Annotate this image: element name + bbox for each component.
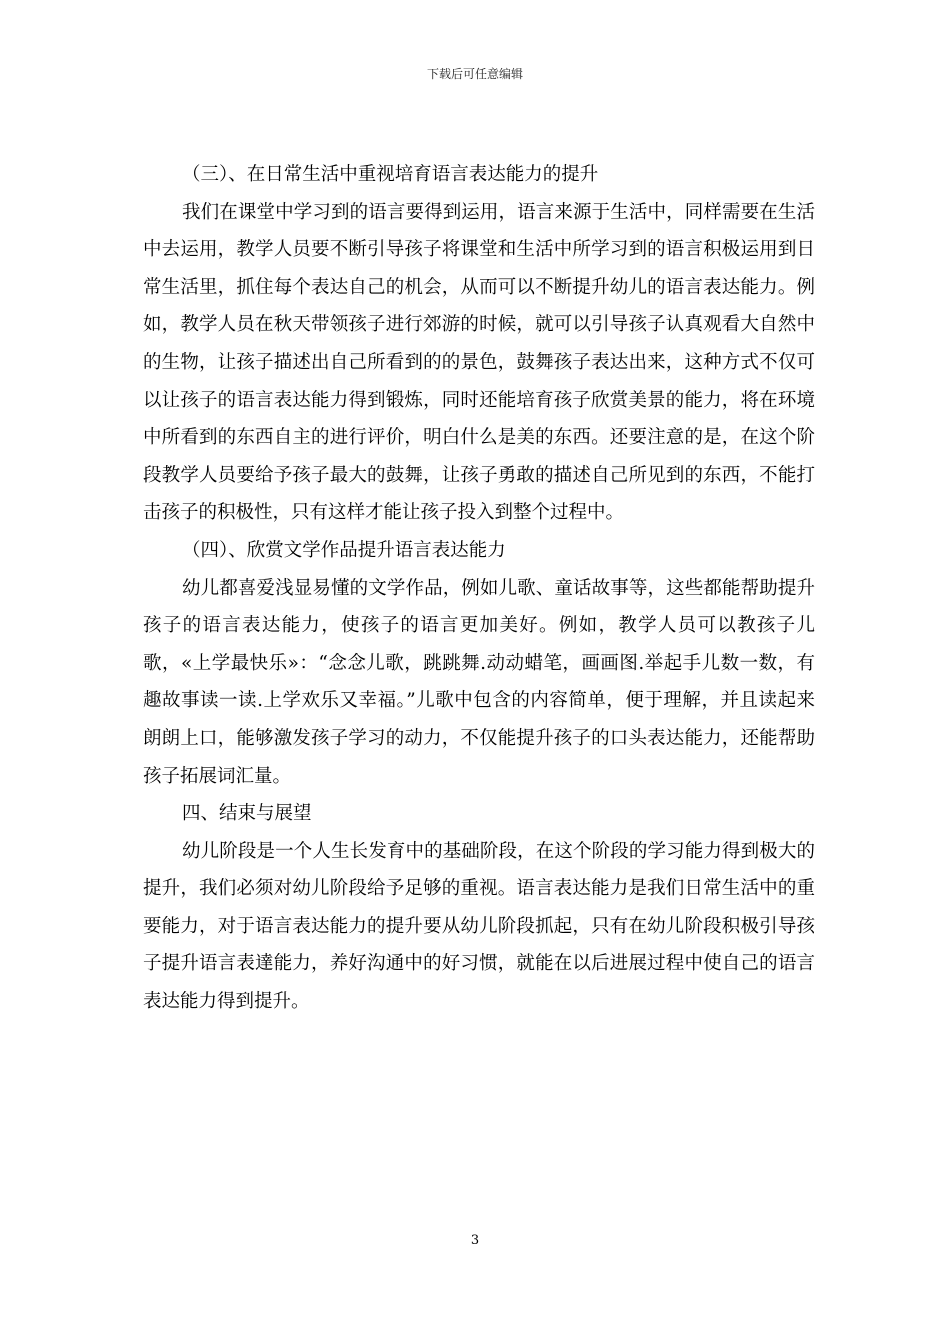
paragraph-daily-life: 我们在课堂中学习到的语言要得到运用，语言来源于生活中，同样需要在生活中去运用，教学人员要不断引导孩子将课堂和生活中所学习到的语言积极运用到日常生活里，抓住每个表达自己的机会，从而可以不断提升幼儿的语言表达能力。例如，教学人员在秋天带领孩子进行郊游的时候，就可以引导孩子认真观看大自然中的生物，让孩子描述出自己所看到的的景色，鼓舞孩子表达出来，这种方式不仅可以让孩子的语言表达能力得到锻炼，同时还能培育孩子欣赏美景的能力，将在环境中所看到的东西自主的进行评价，明白什么是美的东西。还要注意的是，在这个阶段教学人员要给予孩子最大的鼓舞，让孩子勇敢的描述自己所见到的东西，不能打击孩子的积极性，只有这样才能让孩子投入到整个过程中。 — [143, 201, 815, 524]
page-number: 3 — [470, 1233, 480, 1248]
paragraph-literature: 幼儿都喜爱浅显易懂的文学作品，例如儿歌、童话故事等，这些都能帮助提升孩子的语言表达能力，使孩子的语言更加美好。例如，教学人员可以教孩子儿歌，«上学最快乐»：“念念儿歌，跳跳舞.动动蜡笔，画画图.举起手儿数一数，有趣故事读一读.上学欢乐又幸福。”儿歌中包含的内容简单，便于理解，并且读起来朗朗上口，能够激发孩子学习的动力，不仅能提升孩子的口头表达能力，还能帮助孩子拓展词汇量。 — [143, 577, 815, 787]
section-heading-4: （四）、欣赏文学作品提升语言表达能力 — [182, 539, 506, 561]
section-heading-3: （三）、在日常生活中重视培育语言表达能力的提升 — [182, 164, 599, 185]
page-header: 下载后可任意编辑 — [426, 67, 523, 81]
section-heading-conclusion: 四、结束与展望 — [182, 803, 312, 825]
paragraph-conclusion: 幼儿阶段是一个人生长发育中的基础阶段，在这个阶段的学习能力得到极大的提升，我们必须对幼儿阶段给予足够的重视。语言表达能力是我们日常生活中的重要能力，对于语言表达能力的提升要从幼儿阶段抓起，只有在幼儿阶段积极引导孩子提升语言表達能力，养好沟通中的好习惯，就能在以后进展过程中使自己的语言表达能力得到提升。 — [143, 840, 815, 1013]
document-body — [143, 156, 815, 1021]
